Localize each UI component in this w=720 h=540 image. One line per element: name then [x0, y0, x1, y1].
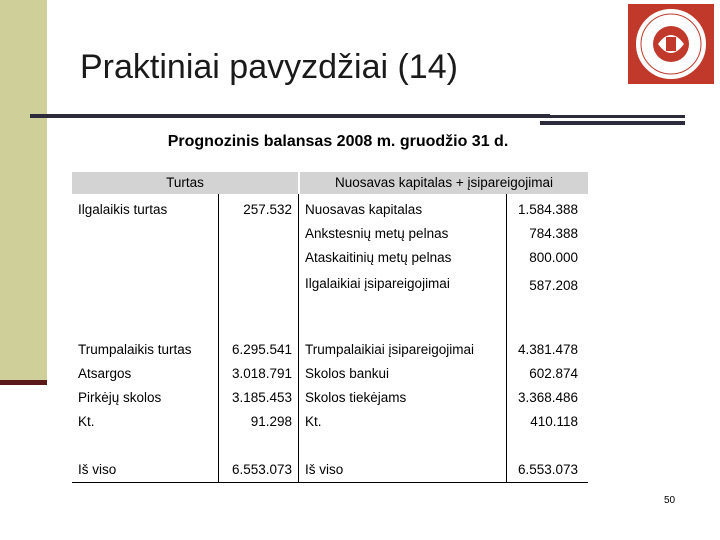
balance-caption	[0, 133, 720, 151]
asset-label: Atsargos	[78, 366, 132, 381]
liability-label: Trumpalaikiai įsipareigojimai	[305, 342, 475, 357]
liability-label: Skolos tiekėjams	[305, 390, 407, 405]
liability-label: Ilgalaikiai įsipareigojimai	[305, 276, 450, 291]
asset-value: 257.532	[243, 202, 292, 217]
liability-total-label: Iš viso	[305, 462, 344, 477]
liability-value: 587.208	[529, 278, 578, 293]
title-rule-right-bottom	[540, 121, 685, 125]
left-decor-strip	[0, 0, 47, 383]
asset-value: 6.295.541	[231, 342, 292, 357]
asset-label: Kt.	[78, 414, 95, 429]
slide-title: Praktiniai pavyzdžiai (14)	[80, 48, 458, 86]
liability-value: 4.381.478	[517, 342, 578, 357]
liability-total-value: 6.553.073	[517, 462, 578, 477]
liability-value: 410.118	[530, 414, 578, 429]
balance-sheet-table	[72, 172, 588, 483]
liability-value: 800.000	[529, 250, 578, 265]
divider-asset-value	[218, 194, 219, 483]
title-rule	[30, 114, 550, 118]
asset-value: 91.298	[250, 414, 292, 429]
liability-value: 1.584.388	[517, 202, 578, 217]
university-seal-icon	[628, 4, 714, 84]
left-decor-strip-base	[0, 380, 47, 385]
liability-label: Skolos bankui	[305, 366, 390, 381]
header-liabilities: Nuosavas kapitalas + įsipareigojimai	[300, 172, 588, 194]
balance-caption-text: Prognozinis balansas 2008 m. gruodžio 31 d.	[167, 133, 509, 150]
asset-label: Trumpalaikis turtas	[78, 342, 192, 357]
asset-label: Ilgalaikis turtas	[78, 202, 168, 217]
liability-label: Ataskaitinių metų pelnas	[305, 250, 452, 265]
bottom-rule	[72, 482, 588, 483]
asset-value: 3.018.791	[231, 366, 292, 381]
liability-label: Ankstesnių metų pelnas	[305, 226, 449, 241]
page-number: 50	[664, 495, 676, 506]
liability-value: 784.388	[529, 226, 578, 241]
asset-value: 3.185.453	[231, 390, 292, 405]
header-assets: Turtas	[72, 172, 298, 194]
liability-label: Nuosavas kapitalas	[305, 202, 423, 217]
asset-total-value: 6.553.073	[231, 462, 292, 477]
title-rule-right-top	[540, 115, 685, 118]
liability-value: 602.874	[529, 366, 578, 381]
divider-middle	[298, 194, 299, 483]
asset-total-label: Iš viso	[78, 462, 117, 477]
liability-label: Kt.	[305, 414, 322, 429]
asset-label: Pirkėjų skolos	[78, 390, 162, 405]
liability-value: 3.368.486	[517, 390, 578, 405]
